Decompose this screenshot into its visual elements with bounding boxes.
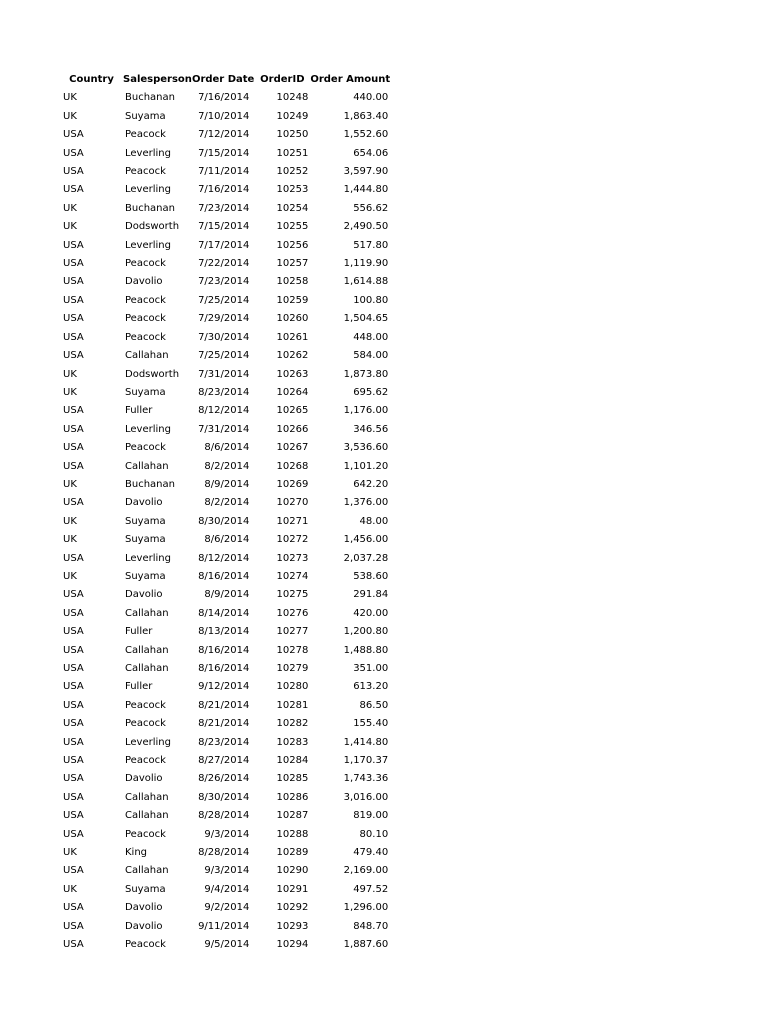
order-date-cell: 8/2/2014 [204,497,250,509]
salesperson-cell: Peacock [125,699,166,711]
salesperson-cell: Leverling [125,147,171,159]
order-date-cell: 7/31/2014 [198,368,250,380]
country-cell: UK [63,92,77,104]
order-amount-cell: 1,743.36 [343,773,389,785]
table-row [60,642,390,660]
table-row [60,586,390,604]
order-date-cell: 9/11/2014 [198,920,250,932]
salesperson-cell: Callahan [125,865,169,877]
country-cell: UK [63,515,77,527]
salesperson-cell: Peacock [125,828,166,840]
salesperson-cell: Peacock [125,718,166,730]
order-date-cell: 8/6/2014 [204,442,250,454]
table-row [60,476,390,494]
country-cell: UK [63,386,77,398]
order-amount-cell: 1,296.00 [343,902,389,914]
country-cell: USA [63,239,84,251]
order-amount-cell: 1,170.37 [343,755,389,767]
country-cell: USA [63,129,84,141]
order-amount-cell: 2,169.00 [343,865,389,877]
table-row [60,255,390,273]
table-row [60,568,390,586]
table-row [60,605,390,623]
country-cell: USA [63,810,84,822]
salesperson-cell: Callahan [125,791,169,803]
order-date-cell: 8/21/2014 [198,718,250,730]
order-id-cell: 10264 [276,386,309,398]
order-date-cell: 7/10/2014 [198,110,250,122]
table-row [60,200,390,218]
order-id-cell: 10279 [276,663,309,674]
order-date-cell: 7/12/2014 [198,129,250,141]
order-amount-cell: 479.40 [353,847,389,859]
salesperson-cell: Peacock [125,755,166,767]
salesperson-cell: Dodsworth [125,368,180,380]
country-cell: USA [63,699,84,711]
order-date-cell: 8/23/2014 [198,736,250,748]
country-cell: USA [63,920,84,932]
order-date-cell: 8/16/2014 [198,663,250,674]
order-amount-cell: 448.00 [353,331,389,343]
country-cell: USA [63,405,84,417]
salesperson-cell: Leverling [125,552,171,564]
order-id-cell: 10269 [276,478,309,490]
order-date-cell: 7/11/2014 [198,166,250,178]
order-id-cell: 10289 [276,847,309,859]
salesperson-cell: Fuller [125,681,153,693]
order-date-cell: 9/2/2014 [204,902,250,914]
orders-table [60,71,390,955]
order-id-cell: 10248 [276,92,309,104]
table-row [60,163,390,181]
order-amount-cell: 291.84 [353,589,389,601]
country-cell: USA [63,258,84,270]
order-amount-cell: 848.70 [353,920,389,932]
order-id-cell: 10278 [276,644,309,656]
order-id-cell: 10281 [276,699,309,711]
order-date-cell: 8/30/2014 [198,791,250,803]
order-date-cell: 8/26/2014 [198,773,250,785]
table-row [60,273,390,291]
order-id-cell: 10293 [276,920,309,932]
order-date-cell: 8/14/2014 [198,607,250,619]
country-cell: UK [63,534,77,546]
salesperson-cell: Buchanan [125,478,175,490]
order-date-cell: 8/9/2014 [204,478,250,490]
order-date-cell: 7/23/2014 [198,276,250,288]
table-row [60,126,390,144]
table-row [60,89,390,107]
country-cell: USA [63,828,84,840]
table-row [60,826,390,844]
country-cell: UK [63,221,77,233]
order-id-cell: 10288 [276,828,309,840]
order-date-cell: 7/16/2014 [198,184,250,196]
salesperson-cell: Suyama [125,515,166,527]
order-amount-cell: 1,488.80 [343,644,389,656]
order-date-cell: 7/15/2014 [198,221,250,233]
order-amount-cell: 346.56 [353,423,389,435]
header-salesperson: Salesperson [123,74,192,85]
header-order-id: OrderID [260,74,305,85]
order-amount-cell: 497.52 [353,883,389,895]
salesperson-cell: Callahan [125,663,169,674]
table-row [60,108,390,126]
salesperson-cell: Peacock [125,166,166,178]
country-cell: USA [63,294,84,306]
salesperson-cell: Fuller [125,626,153,638]
salesperson-cell: Callahan [125,350,169,362]
salesperson-cell: Callahan [125,644,169,656]
salesperson-cell: King [125,847,148,859]
salesperson-cell: Davolio [125,920,163,932]
country-cell: USA [63,626,84,638]
order-id-cell: 10277 [276,626,309,638]
order-id-cell: 10282 [276,718,309,730]
order-amount-cell: 538.60 [353,570,389,582]
order-amount-cell: 2,037.28 [343,552,389,564]
order-id-cell: 10275 [276,589,309,601]
order-date-cell: 7/16/2014 [198,92,250,104]
order-date-cell: 7/22/2014 [198,258,250,270]
order-amount-cell: 517.80 [353,239,389,251]
order-id-cell: 10255 [276,221,309,233]
order-amount-cell: 642.20 [353,478,389,490]
table-row [60,531,390,549]
country-cell: USA [63,460,84,472]
order-amount-cell: 1,414.80 [343,736,389,748]
order-amount-cell: 1,873.80 [343,368,389,380]
order-amount-cell: 1,176.00 [343,405,389,417]
order-id-cell: 10268 [276,460,309,472]
country-cell: USA [63,350,84,362]
country-cell: UK [63,478,77,490]
order-amount-cell: 2,490.50 [343,221,389,233]
country-cell: USA [63,442,84,454]
order-date-cell: 8/28/2014 [198,847,250,859]
country-cell: USA [63,147,84,159]
order-date-cell: 8/28/2014 [198,810,250,822]
order-amount-cell: 1,444.80 [343,184,389,196]
order-date-cell: 8/6/2014 [204,534,250,546]
order-id-cell: 10276 [276,607,309,619]
table-row [60,789,390,807]
salesperson-cell: Buchanan [125,202,175,214]
order-amount-cell: 1,863.40 [343,110,389,122]
order-id-cell: 10250 [276,129,309,141]
country-cell: USA [63,755,84,767]
country-cell: USA [63,681,84,693]
table-row [60,770,390,788]
order-amount-cell: 86.50 [359,699,389,711]
orders-sheet [60,71,390,955]
order-date-cell: 9/5/2014 [204,939,250,951]
order-date-cell: 8/21/2014 [198,699,250,711]
table-row [60,513,390,531]
order-date-cell: 8/27/2014 [198,755,250,767]
table-row [60,899,390,917]
order-amount-cell: 3,597.90 [343,166,389,178]
table-row [60,421,390,439]
country-cell: USA [63,331,84,343]
order-id-cell: 10285 [276,773,309,785]
table-body [60,89,390,954]
order-amount-cell: 613.20 [353,681,389,693]
header-order-date: Order Date [191,74,255,85]
header-country: Country [69,74,114,85]
order-id-cell: 10283 [276,736,309,748]
header-row [60,71,390,89]
order-amount-cell: 654.06 [353,147,389,159]
country-cell: USA [63,773,84,785]
country-cell: USA [63,184,84,196]
order-amount-cell: 1,200.80 [343,626,389,638]
order-id-cell: 10251 [276,147,309,159]
country-cell: UK [63,110,77,122]
table-row [60,218,390,236]
order-amount-cell: 1,376.00 [343,497,389,509]
salesperson-cell: Davolio [125,773,163,785]
country-cell: UK [63,202,77,214]
order-date-cell: 8/30/2014 [198,515,250,527]
table-row [60,329,390,347]
order-id-cell: 10291 [276,883,309,895]
salesperson-cell: Peacock [125,313,166,325]
country-cell: UK [63,570,77,582]
country-cell: USA [63,644,84,656]
table-row [60,752,390,770]
salesperson-cell: Fuller [125,405,153,417]
order-date-cell: 8/16/2014 [198,570,250,582]
order-id-cell: 10249 [276,110,309,122]
country-cell: USA [63,589,84,601]
order-date-cell: 7/30/2014 [198,331,250,343]
table-row [60,623,390,641]
table-row [60,881,390,899]
country-cell: UK [63,883,77,895]
table-row [60,734,390,752]
order-id-cell: 10271 [276,515,309,527]
salesperson-cell: Leverling [125,239,171,251]
order-amount-cell: 351.00 [353,663,389,674]
order-id-cell: 10253 [276,184,309,196]
table-row [60,145,390,163]
salesperson-cell: Suyama [125,883,166,895]
salesperson-cell: Peacock [125,129,166,141]
order-date-cell: 8/9/2014 [204,589,250,601]
salesperson-cell: Leverling [125,736,171,748]
country-cell: USA [63,939,84,951]
order-date-cell: 7/25/2014 [198,294,250,306]
order-amount-cell: 556.62 [353,202,389,214]
country-cell: UK [63,847,77,859]
salesperson-cell: Peacock [125,939,166,951]
order-date-cell: 7/25/2014 [198,350,250,362]
table-row [60,439,390,457]
order-id-cell: 10273 [276,552,309,564]
salesperson-cell: Leverling [125,423,171,435]
table-row [60,384,390,402]
country-cell: USA [63,166,84,178]
country-cell: USA [63,552,84,564]
order-date-cell: 8/13/2014 [198,626,250,638]
salesperson-cell: Dodsworth [125,221,180,233]
order-id-cell: 10266 [276,423,309,435]
table-row [60,807,390,825]
table-row [60,697,390,715]
order-id-cell: 10286 [276,791,309,803]
order-id-cell: 10257 [276,258,309,270]
order-id-cell: 10272 [276,534,309,546]
country-cell: USA [63,791,84,803]
salesperson-cell: Davolio [125,589,163,601]
order-id-cell: 10287 [276,810,309,822]
order-amount-cell: 584.00 [353,350,389,362]
order-amount-cell: 1,552.60 [343,129,389,141]
order-date-cell: 9/12/2014 [198,681,250,693]
order-date-cell: 8/12/2014 [198,552,250,564]
salesperson-cell: Suyama [125,570,166,582]
order-date-cell: 8/2/2014 [204,460,250,472]
order-id-cell: 10254 [276,202,309,214]
table-row [60,181,390,199]
order-date-cell: 7/31/2014 [198,423,250,435]
header-order-amount: Order Amount [310,74,391,85]
salesperson-cell: Davolio [125,497,163,509]
salesperson-cell: Leverling [125,184,171,196]
table-row [60,366,390,384]
order-id-cell: 10258 [276,276,309,288]
order-id-cell: 10270 [276,497,309,509]
order-id-cell: 10280 [276,681,309,693]
order-date-cell: 8/23/2014 [198,386,250,398]
order-id-cell: 10274 [276,570,309,582]
order-date-cell: 8/12/2014 [198,405,250,417]
order-id-cell: 10263 [276,368,309,380]
country-cell: USA [63,607,84,619]
order-amount-cell: 1,119.90 [343,258,389,270]
order-date-cell: 7/15/2014 [198,147,250,159]
salesperson-cell: Suyama [125,386,166,398]
order-date-cell: 9/3/2014 [204,828,250,840]
order-amount-cell: 819.00 [353,810,389,822]
order-amount-cell: 420.00 [353,607,389,619]
table-row [60,918,390,936]
order-id-cell: 10267 [276,442,309,454]
order-amount-cell: 1,887.60 [343,939,389,951]
table-row [60,494,390,512]
order-amount-cell: 3,016.00 [343,791,389,803]
country-cell: USA [63,663,84,674]
order-date-cell: 7/29/2014 [198,313,250,325]
order-amount-cell: 695.62 [353,386,389,398]
country-cell: USA [63,718,84,730]
salesperson-cell: Suyama [125,110,166,122]
salesperson-cell: Callahan [125,810,169,822]
country-cell: USA [63,423,84,435]
order-amount-cell: 3,536.60 [343,442,389,454]
table-row [60,237,390,255]
order-id-cell: 10290 [276,865,309,877]
country-cell: USA [63,865,84,877]
salesperson-cell: Davolio [125,276,163,288]
salesperson-cell: Suyama [125,534,166,546]
table-row [60,844,390,862]
table-row [60,862,390,880]
order-amount-cell: 1,504.65 [343,313,389,325]
table-row [60,458,390,476]
salesperson-cell: Callahan [125,607,169,619]
country-cell: USA [63,497,84,509]
order-amount-cell: 80.10 [359,828,389,840]
table-row [60,660,390,678]
salesperson-cell: Peacock [125,442,166,454]
salesperson-cell: Callahan [125,460,169,472]
salesperson-cell: Buchanan [125,92,175,104]
country-cell: USA [63,276,84,288]
order-amount-cell: 440.00 [353,92,389,104]
order-date-cell: 7/17/2014 [198,239,250,251]
salesperson-cell: Davolio [125,902,163,914]
order-id-cell: 10262 [276,350,309,362]
salesperson-cell: Peacock [125,294,166,306]
salesperson-cell: Peacock [125,331,166,343]
order-id-cell: 10265 [276,405,309,417]
country-cell: UK [63,368,77,380]
table-row [60,347,390,365]
order-id-cell: 10259 [276,294,309,306]
order-id-cell: 10294 [276,939,309,951]
order-date-cell: 8/16/2014 [198,644,250,656]
order-amount-cell: 155.40 [353,718,389,730]
country-cell: USA [63,313,84,325]
order-id-cell: 10252 [276,166,309,178]
table-row [60,292,390,310]
salesperson-cell: Peacock [125,258,166,270]
table-row [60,402,390,420]
country-cell: USA [63,736,84,748]
country-cell: USA [63,902,84,914]
order-id-cell: 10256 [276,239,309,251]
order-amount-cell: 1,101.20 [343,460,389,472]
order-date-cell: 9/3/2014 [204,865,250,877]
table-row [60,936,390,954]
table-row [60,678,390,696]
order-amount-cell: 100.80 [353,294,389,306]
order-amount-cell: 1,614.88 [343,276,389,288]
table-row [60,550,390,568]
order-date-cell: 9/4/2014 [204,883,250,895]
order-id-cell: 10260 [276,313,309,325]
order-amount-cell: 1,456.00 [343,534,389,546]
order-id-cell: 10284 [276,755,309,767]
order-date-cell: 7/23/2014 [198,202,250,214]
table-row [60,715,390,733]
table-row [60,310,390,328]
order-amount-cell: 48.00 [359,515,389,527]
order-id-cell: 10292 [276,902,309,914]
order-id-cell: 10261 [276,331,309,343]
